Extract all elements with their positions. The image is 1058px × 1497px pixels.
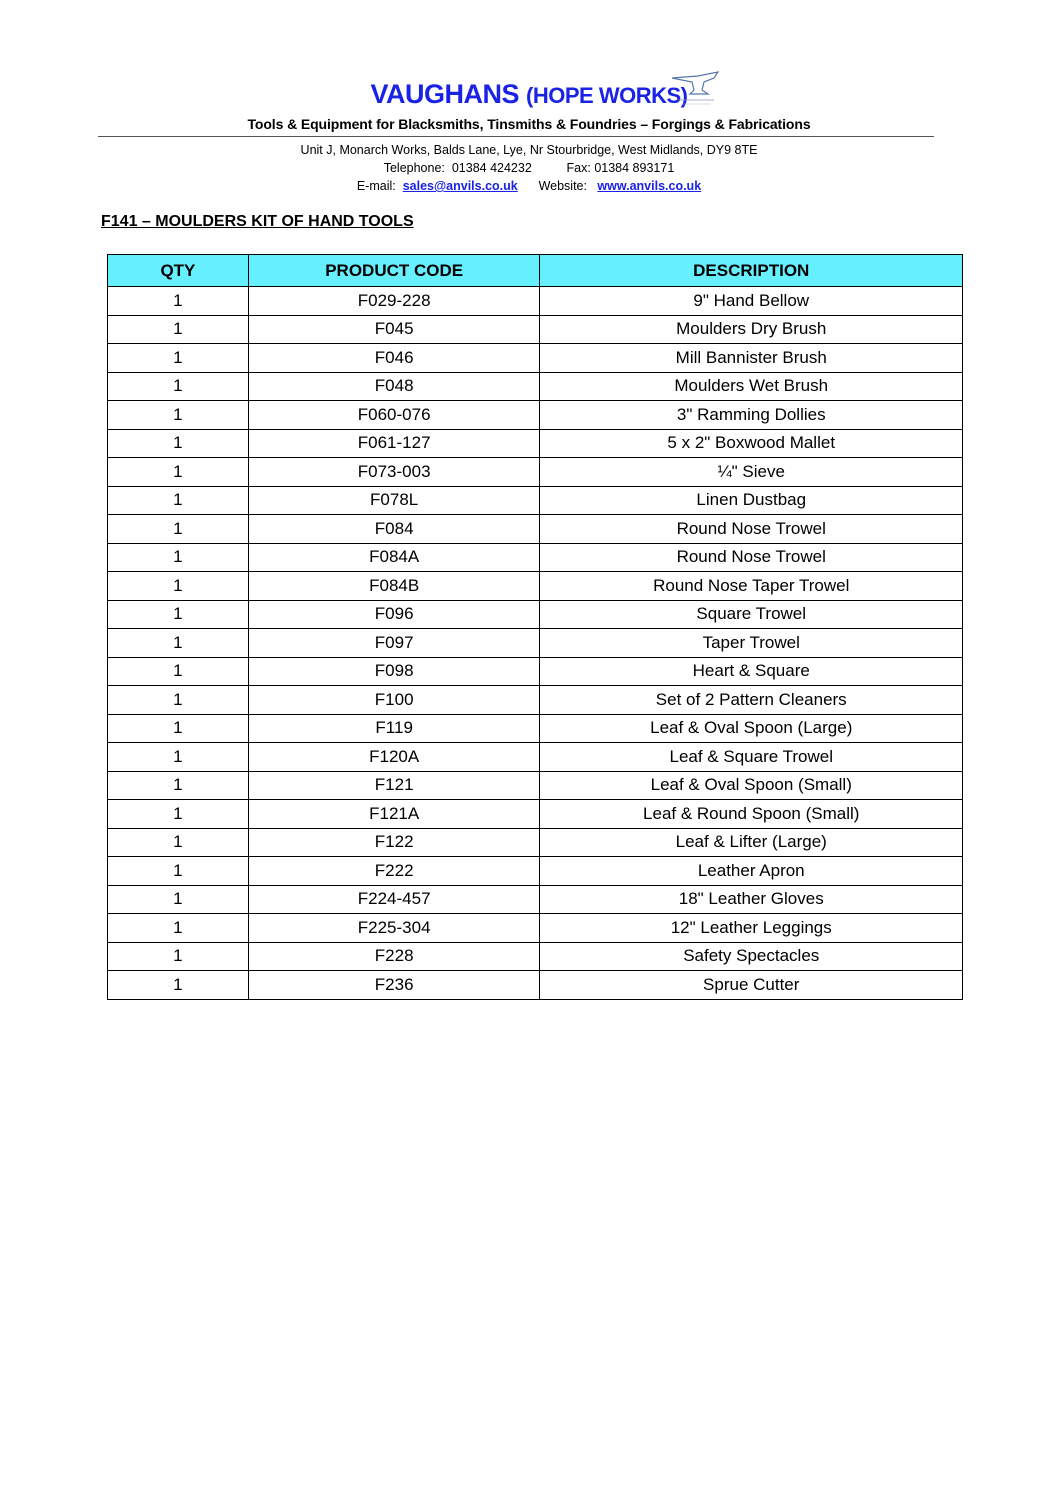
product-code-cell: F122	[248, 828, 540, 857]
qty-cell: 1	[108, 857, 249, 886]
description-cell: Taper Trowel	[540, 629, 963, 658]
description-cell: Leaf & Round Spoon (Small)	[540, 800, 963, 829]
description-cell: Round Nose Taper Trowel	[540, 572, 963, 601]
product-code-cell: F100	[248, 686, 540, 715]
qty-cell: 1	[108, 372, 249, 401]
product-code-cell: F097	[248, 629, 540, 658]
table-row	[108, 344, 963, 373]
table-row	[108, 971, 963, 1000]
qty-cell: 1	[108, 686, 249, 715]
product-code-cell: F084B	[248, 572, 540, 601]
product-code-cell: F061-127	[248, 429, 540, 458]
table-row	[108, 629, 963, 658]
description-cell: Leaf & Oval Spoon (Small)	[540, 771, 963, 800]
qty-cell: 1	[108, 828, 249, 857]
tagline: Tools & Equipment for Blacksmiths, Tinsmiths & Foundries – Forgings & Fabrications	[247, 116, 811, 132]
qty-cell: 1	[108, 885, 249, 914]
qty-cell: 1	[108, 572, 249, 601]
telephone-number: 01384 424232	[451, 161, 532, 175]
product-code-cell: F121A	[248, 800, 540, 829]
qty-cell: 1	[108, 629, 249, 658]
column-header-description: DESCRIPTION	[540, 255, 963, 287]
description-cell: Leaf & Oval Spoon (Large)	[540, 714, 963, 743]
qty-cell: 1	[108, 401, 249, 430]
description-cell: Safety Spectacles	[540, 942, 963, 971]
table-row	[108, 800, 963, 829]
product-code-cell: F029-228	[248, 287, 540, 316]
qty-cell: 1	[108, 800, 249, 829]
description-cell: Round Nose Trowel	[540, 515, 963, 544]
qty-cell: 1	[108, 914, 249, 943]
description-cell: Leather Apron	[540, 857, 963, 886]
product-code-cell: F048	[248, 372, 540, 401]
description-cell: Moulders Wet Brush	[540, 372, 963, 401]
address-line: Unit J, Monarch Works, Balds Lane, Lye, Nr Stourbridge, West Midlands, DY9 8TE	[300, 143, 758, 157]
product-code-cell: F120A	[248, 743, 540, 772]
table-row	[108, 372, 963, 401]
product-code-cell: F045	[248, 315, 540, 344]
description-cell: Mill Bannister Brush	[540, 344, 963, 373]
website-label: Website:	[538, 179, 587, 193]
column-header-qty: QTY	[108, 255, 249, 287]
column-header-product-code: PRODUCT CODE	[248, 255, 540, 287]
qty-cell: 1	[108, 771, 249, 800]
table-row	[108, 543, 963, 572]
telephone-label: Telephone:	[383, 161, 445, 175]
table-row	[108, 657, 963, 686]
qty-cell: 1	[108, 287, 249, 316]
table-row	[108, 885, 963, 914]
qty-cell: 1	[108, 971, 249, 1000]
product-code-cell: F084	[248, 515, 540, 544]
description-cell: 12" Leather Leggings	[540, 914, 963, 943]
products-table	[107, 254, 963, 1000]
product-code-cell: F225-304	[248, 914, 540, 943]
qty-cell: 1	[108, 657, 249, 686]
table-row	[108, 572, 963, 601]
description-cell: Set of 2 Pattern Cleaners	[540, 686, 963, 715]
product-code-cell: F098	[248, 657, 540, 686]
table-row	[108, 486, 963, 515]
table-header-row	[108, 255, 963, 287]
table-row	[108, 287, 963, 316]
qty-cell: 1	[108, 315, 249, 344]
email-label: E-mail:	[356, 179, 396, 193]
letterhead	[0, 76, 1058, 132]
product-code-cell: F096	[248, 600, 540, 629]
description-cell: 3" Ramming Dollies	[540, 401, 963, 430]
table-row	[108, 600, 963, 629]
qty-cell: 1	[108, 714, 249, 743]
table-row	[108, 515, 963, 544]
table-row	[108, 828, 963, 857]
description-cell: 18" Leather Gloves	[540, 885, 963, 914]
description-cell: Round Nose Trowel	[540, 543, 963, 572]
fax-label: Fax:	[566, 161, 591, 175]
brand-name: VAUGHANS	[370, 79, 520, 109]
anvil-icon	[668, 70, 724, 110]
product-code-cell: F228	[248, 942, 540, 971]
brand-subname: (HOPE WORKS)	[526, 83, 688, 108]
qty-cell: 1	[108, 458, 249, 487]
product-code-cell: F121	[248, 771, 540, 800]
table-row	[108, 401, 963, 430]
table-row	[108, 458, 963, 487]
qty-cell: 1	[108, 743, 249, 772]
qty-cell: 1	[108, 942, 249, 971]
contact-block	[0, 141, 1058, 195]
table-row	[108, 914, 963, 943]
description-cell: Linen Dustbag	[540, 486, 963, 515]
product-code-cell: F078L	[248, 486, 540, 515]
product-code-cell: F046	[248, 344, 540, 373]
qty-cell: 1	[108, 344, 249, 373]
fax-number: 01384 893171	[594, 161, 675, 175]
product-code-cell: F084A	[248, 543, 540, 572]
product-code-cell: F119	[248, 714, 540, 743]
description-cell: Square Trowel	[540, 600, 963, 629]
description-cell: Leaf & Lifter (Large)	[540, 828, 963, 857]
qty-cell: 1	[108, 429, 249, 458]
qty-cell: 1	[108, 543, 249, 572]
description-cell: Sprue Cutter	[540, 971, 963, 1000]
brand-line	[0, 76, 1058, 112]
description-cell: Heart & Square	[540, 657, 963, 686]
product-code-cell: F222	[248, 857, 540, 886]
website-link[interactable]: www.anvils.co.uk	[597, 179, 702, 193]
qty-cell: 1	[108, 600, 249, 629]
product-code-cell: F060-076	[248, 401, 540, 430]
company-name	[371, 76, 688, 114]
product-code-cell: F073-003	[248, 458, 540, 487]
qty-cell: 1	[108, 486, 249, 515]
product-code-cell: F224-457	[248, 885, 540, 914]
table-row	[108, 686, 963, 715]
description-cell: 5 x 2" Boxwood Mallet	[540, 429, 963, 458]
qty-cell: 1	[108, 515, 249, 544]
web-line	[0, 177, 1058, 195]
table-row	[108, 942, 963, 971]
table-row	[108, 743, 963, 772]
email-link[interactable]: sales@anvils.co.uk	[402, 179, 518, 193]
table-row	[108, 315, 963, 344]
header-divider	[98, 136, 934, 137]
description-cell: ¼" Sieve	[540, 458, 963, 487]
description-cell: Moulders Dry Brush	[540, 315, 963, 344]
table-row	[108, 714, 963, 743]
description-cell: Leaf & Square Trowel	[540, 743, 963, 772]
document-title: F141 – MOULDERS KIT OF HAND TOOLS	[101, 213, 414, 230]
table-row	[108, 857, 963, 886]
product-code-cell: F236	[248, 971, 540, 1000]
description-cell: 9" Hand Bellow	[540, 287, 963, 316]
phone-line	[0, 159, 1058, 177]
table-row	[108, 771, 963, 800]
table-row	[108, 429, 963, 458]
